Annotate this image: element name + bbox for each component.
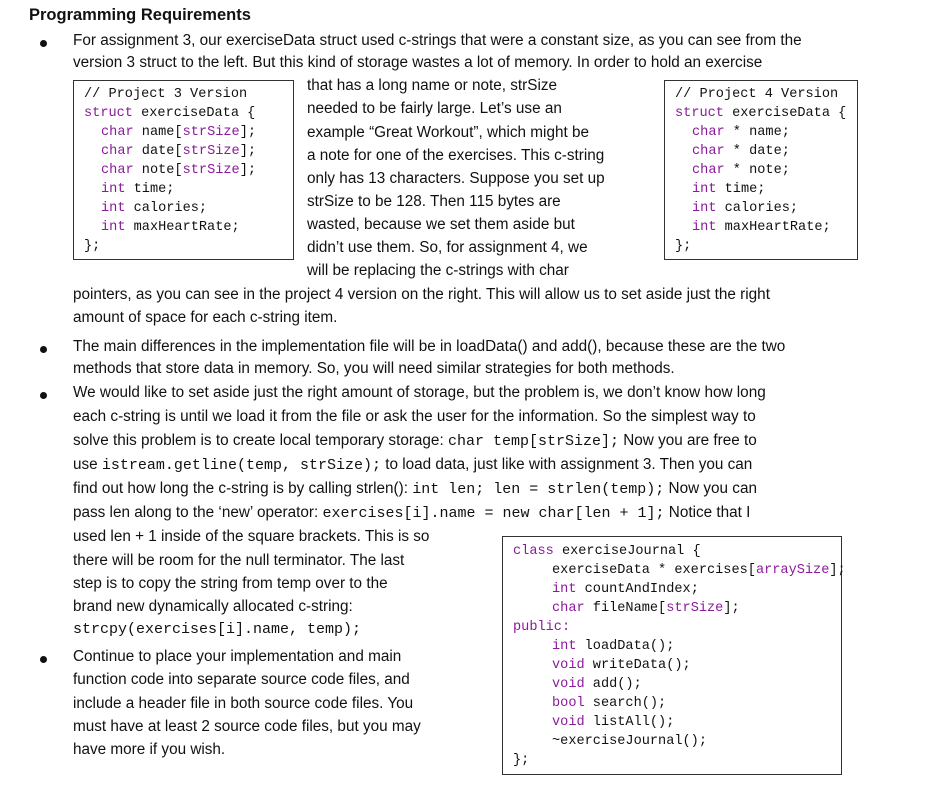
bullet-dot [40, 40, 47, 47]
code-line: char * name; [692, 125, 790, 140]
bullet-1-line: didn’t use them. So, for assignment 4, we [307, 239, 588, 256]
code-line: char name[strSize]; [101, 125, 257, 140]
code-line: struct exerciseData { [84, 106, 256, 121]
bullet-1-line: strSize to be 128. Then 115 bytes are [307, 193, 561, 210]
code-line: exerciseData * exercises[arraySize]; [552, 563, 846, 578]
code-comment: // Project 4 Version [675, 87, 839, 102]
bullet-1-line: wasted, because we set them aside but [307, 216, 575, 233]
bullet-1-line: only has 13 characters. Suppose you set up [307, 170, 605, 187]
bullet-2-line: methods that store data in memory. So, you will need similar strategies for both methods. [73, 360, 675, 377]
code-line: int calories; [692, 201, 799, 216]
code-line: void listAll(); [552, 715, 675, 730]
code-line: ~exerciseJournal(); [552, 734, 707, 749]
bullet-3-line: solve this problem is to create local temporary storage: char temp[strSize]; Now you are free to [73, 432, 757, 450]
code-line: char * note; [692, 163, 790, 178]
bullet-1-line: needed to be fairly large. Let’s use an [307, 100, 562, 117]
code-line: int maxHeartRate; [101, 220, 240, 235]
bullet-4-line: include a header file in both source code files. You [73, 695, 414, 712]
bullet-3-line: use istream.getline(temp, strSize); to load data, just like with assignment 3. Then you can [73, 456, 753, 474]
code-line: }; [84, 239, 101, 254]
bullet-1-line: a note for one of the exercises. This c-string [307, 147, 605, 164]
project-4-code-box [664, 80, 858, 260]
bullet-3-code-line: strcpy(exercises[i].name, temp); [73, 621, 362, 638]
bullet-4-line: must have at least 2 source code files, but you may [73, 718, 421, 735]
exercise-journal-code-box [502, 536, 846, 775]
code-line: int calories; [101, 201, 208, 216]
code-line: char * date; [692, 144, 790, 159]
code-line: public: [513, 620, 571, 635]
code-line: bool search(); [552, 696, 667, 711]
project-3-code-box [73, 80, 294, 260]
bullet-1-line: amount of space for each c-string item. [73, 309, 338, 326]
page-heading: Programming Requirements [29, 6, 251, 24]
code-line: void writeData(); [552, 658, 691, 673]
bullet-dot [40, 392, 47, 399]
code-line: struct exerciseData { [675, 106, 847, 121]
bullet-4-line: function code into separate source code files, and [73, 671, 410, 688]
bullet-1-line: that has a long name or note, strSize [307, 77, 557, 94]
bullet-3-line: each c-string is until we load it from the file or ask the user for the information. So the simplest way to [73, 408, 756, 425]
bullet-3-line: pass len along to the ‘new’ operator: exercises[i].name = new char[len + 1]; Notice that I [73, 504, 751, 522]
code-line: char note[strSize]; [101, 163, 257, 178]
code-line: class exerciseJournal { [513, 544, 701, 559]
bullet-3-line: used len + 1 inside of the square brackets. This is so [73, 528, 430, 545]
bullet-2-line: The main differences in the implementation file will be in loadData() and add(), because these are the two [73, 338, 786, 355]
bullet-4-line: Continue to place your implementation and main [73, 648, 402, 665]
bullet-3-line: We would like to set aside just the right amount of storage, but the problem is, we don’t know how long [73, 384, 766, 401]
bullet-3-line: find out how long the c-string is by calling strlen(): int len; len = strlen(temp); Now you can [73, 480, 757, 498]
bullet-dot [40, 346, 47, 353]
code-line: int time; [692, 182, 766, 197]
bullet-1-line: example “Great Workout”, which might be [307, 124, 589, 141]
bullet-3-line: brand new dynamically allocated c-string: [73, 598, 353, 615]
bullet-1-line: pointers, as you can see in the project 4 version on the right. This will allow us to set aside just the right [73, 286, 770, 303]
bullet-1-line: version 3 struct to the left. But this kind of storage wastes a lot of memory. In order to hold an exercise [73, 54, 763, 71]
code-line: }; [675, 239, 692, 254]
bullet-3-line: there will be room for the null terminator. The last [73, 552, 405, 569]
code-line: char fileName[strSize]; [552, 601, 740, 616]
code-line: int maxHeartRate; [692, 220, 831, 235]
code-line: void add(); [552, 677, 642, 692]
bullet-1-line: For assignment 3, our exerciseData struct used c-strings that were a constant size, as you can see from the [73, 32, 802, 49]
code-line: }; [513, 753, 530, 768]
bullet-1-line: will be replacing the c-strings with char [307, 262, 569, 279]
bullet-4-line: have more if you wish. [73, 741, 226, 758]
code-comment: // Project 3 Version [84, 87, 248, 102]
code-line: int countAndIndex; [552, 582, 699, 597]
code-line: int loadData(); [552, 639, 675, 654]
code-line: int time; [101, 182, 175, 197]
bullet-dot [40, 656, 47, 663]
bullet-3-line: step is to copy the string from temp over to the [73, 575, 388, 592]
code-line: char date[strSize]; [101, 144, 257, 159]
